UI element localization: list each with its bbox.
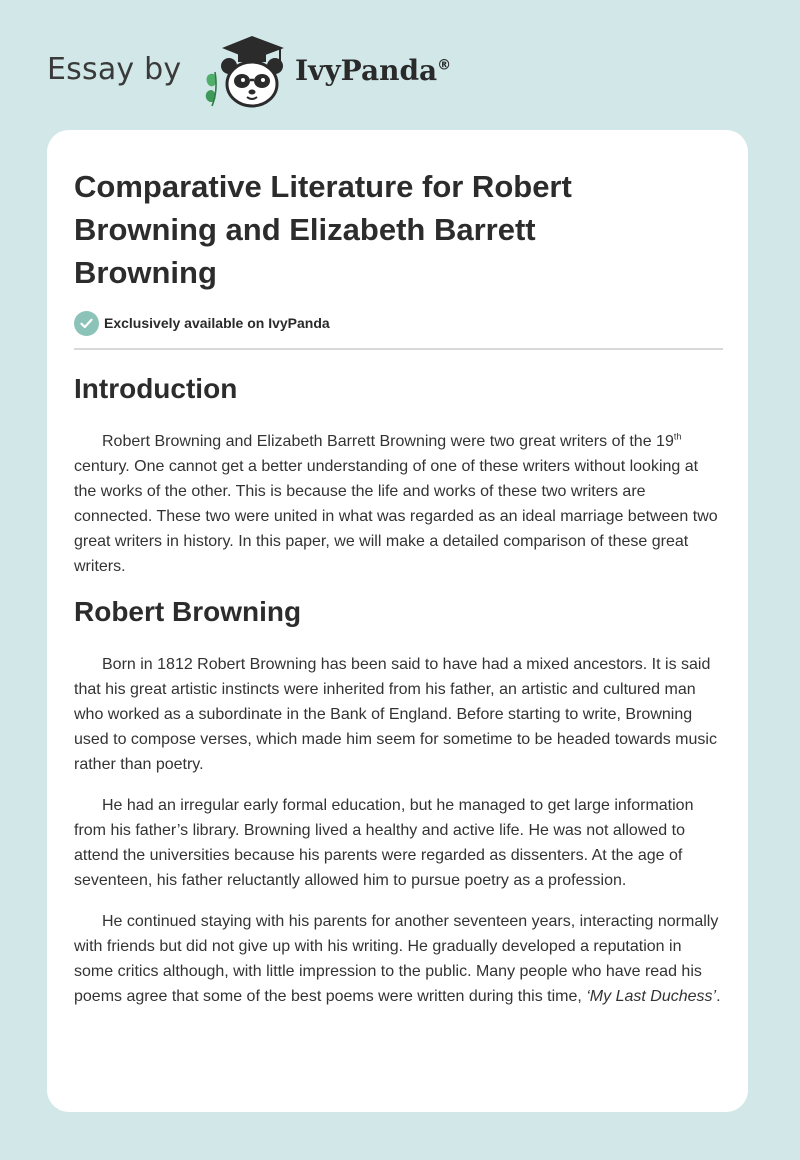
paragraph: He had an irregular early formal education, but he managed to get large information from his father’s library. Browning lived a healthy and active life. He was not allowed to attend the universities because his parents were regarded as dissenters. At the age of seventeen, his father reluctantly allowed him to pursue poetry as a profession. [74,797,694,889]
superscript-ordinal: th [673,431,682,442]
essay-title: Comparative Literature for Robert Browning and Elizabeth Barrett Browning [74,169,572,290]
title-divider [74,348,723,350]
brand-name[interactable]: IvyPanda® [295,54,452,87]
poem-title: ‘My Last Duchess’ [586,988,717,1005]
paragraph: Born in 1812 Robert Browning has been said to have had a mixed ancestors. It is said that his great artistic instincts were inherited from his father, an artistic and cultured man who worked as a subordinate in the Bank of England. Before starting to write, Browning used to compose verses, which made him seem for sometime to be headed towards music rather than poetry. [74,656,717,773]
exclusive-badge [74,310,723,336]
check-circle-icon [74,311,99,336]
essay-content [74,165,723,1009]
essay-by-label: Essay by [47,52,182,87]
section-heading-robert-browning: Robert Browning [74,596,302,627]
site-header [47,34,507,110]
paragraph: Robert Browning and Elizabeth Barrett Browning were two great writers of the 19th century. One cannot get a better understanding of one of these writers without looking at the works of the other. This is because the life and works of these two writers are connected. These two were united in what was regarded as an ideal marriage between two great writers in history. In this paper, we will make a detailed comparison of these great writers. [74,431,718,575]
essay-card [47,130,748,1112]
exclusive-badge-label: Exclusively available on IvyPanda [104,315,330,331]
section-heading-introduction: Introduction [74,373,238,404]
ivypanda-logo-icon[interactable] [202,34,292,110]
registered-mark: ® [437,57,452,74]
paragraph: He continued staying with his parents for another seventeen years, interacting normally with friends but did not give up with his writing. He gradually developed a reputation in some critics although, with little impression to the public. Many people who have read his poems agree that some of the best poems were written during this time, ‘My Last Duchess’. [74,913,721,1005]
